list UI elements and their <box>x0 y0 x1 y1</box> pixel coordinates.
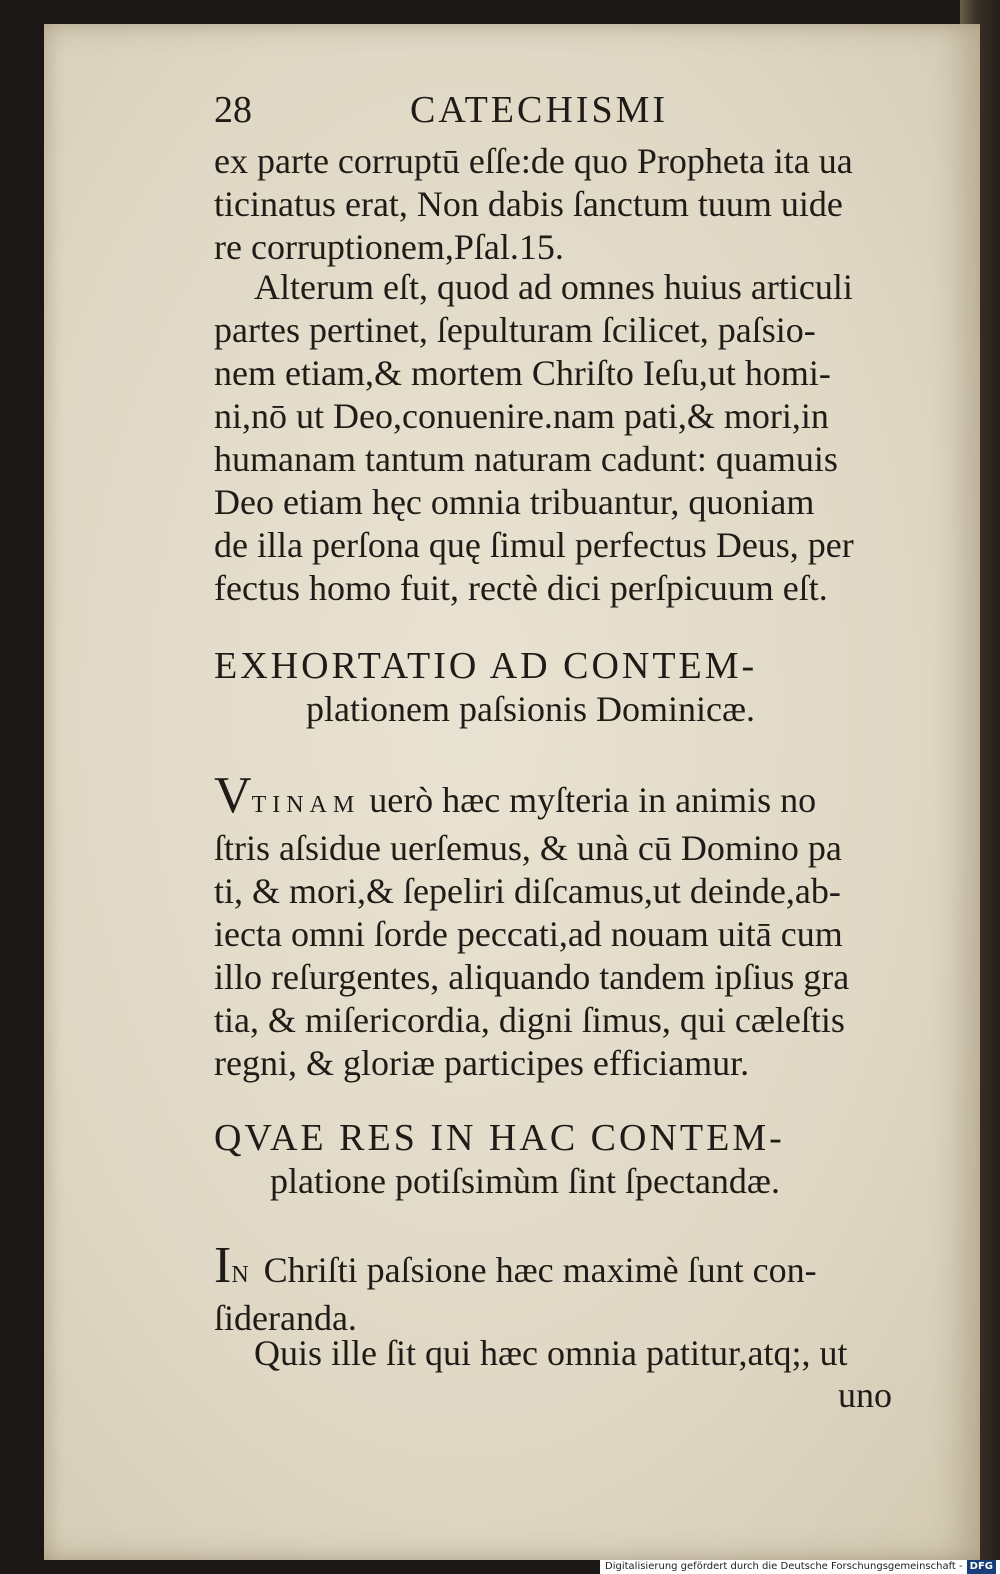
text-line: nem etiam,& mortem Chriſto Ieſu,ut homi- <box>214 353 831 393</box>
catchword: uno <box>838 1375 892 1415</box>
paragraph-in-christi <box>214 1246 904 1340</box>
text-line: fectus homo fuit, rectè dici perſpicuum eſt. <box>214 568 828 608</box>
text-line: ſideranda. <box>214 1298 357 1338</box>
paragraph-quis-ille <box>214 1332 904 1375</box>
heading-subtitle: plationem paſsionis Dominicæ. <box>306 689 755 729</box>
digitization-footer <box>600 1560 1000 1574</box>
text-line: ex parte corruptū eſſe:de quo Propheta ita ua <box>214 141 853 181</box>
line-rest: uerò hæc myſteria in animis no <box>360 780 817 820</box>
text-line-first <box>214 1246 904 1297</box>
page-number: 28 <box>214 89 252 131</box>
footer-text: Digitalisierung gefördert durch die Deutsche Forschungsgemeinschaft - <box>605 1561 963 1572</box>
section-heading-exhortatio <box>214 644 904 730</box>
text-line: tia, & miſericordia, digni ſimus, qui cæleſtis <box>214 1000 845 1040</box>
text-line: ti, & mori,& ſepeliri diſcamus,ut deinde,ab- <box>214 871 841 911</box>
drop-capital: I <box>214 1246 232 1294</box>
heading-caps: EXHORTATIO AD CONTEM- <box>214 645 758 687</box>
small-caps-word: N <box>231 1262 255 1288</box>
heading-subtitle: platione potiſsimùm ſint ſpectandæ. <box>270 1161 780 1201</box>
text-line: illo reſurgentes, aliquando tandem ipſius gra <box>214 957 850 997</box>
paragraph-alterum <box>214 266 904 610</box>
paragraph-continuation <box>214 140 904 269</box>
text-line: Quis ille ſit qui hæc omnia patitur,atq;, ut <box>254 1333 848 1373</box>
page-header <box>214 88 734 136</box>
text-line: iecta omni ſorde peccati,ad nouam uitā cum <box>214 914 843 954</box>
text-line-first <box>214 776 904 827</box>
text-line: humanam tantum naturam cadunt: quamuis <box>214 439 838 479</box>
running-title: CATECHISMI <box>410 89 669 131</box>
text-line: Deo etiam hęc omnia tribuantur, quoniam <box>214 482 815 522</box>
heading-caps: QVAE RES IN HAC CONTEM- <box>214 1117 785 1159</box>
text-line: Alterum eſt, quod ad omnes huius articuli <box>254 267 853 307</box>
drop-capital: V <box>214 776 252 824</box>
line-rest: Chriſti paſsione hæc maximè ſunt con- <box>254 1250 817 1290</box>
text-line: ſtris aſsidue uerſemus, & unà cū Domino pa <box>214 828 842 868</box>
text-line: ticinatus erat, Non dabis ſanctum tuum uide <box>214 184 843 224</box>
text-line: re corruptionem,Pſal.15. <box>214 227 564 267</box>
text-line: de illa perſona quę ſimul perfectus Deus, per <box>214 525 854 565</box>
dfg-logo: DFG <box>967 1560 996 1574</box>
text-line: partes pertinet, ſepulturam ſcilicet, paſsio- <box>214 310 816 350</box>
paragraph-utinam <box>214 776 904 1085</box>
small-caps-word: TINAM <box>251 792 361 818</box>
text-line: ni,nō ut Deo,conuenire.nam pati,& mori,in <box>214 396 829 436</box>
text-line: regni, & gloriæ participes efficiamur. <box>214 1043 750 1083</box>
section-heading-quae-res <box>214 1116 904 1202</box>
